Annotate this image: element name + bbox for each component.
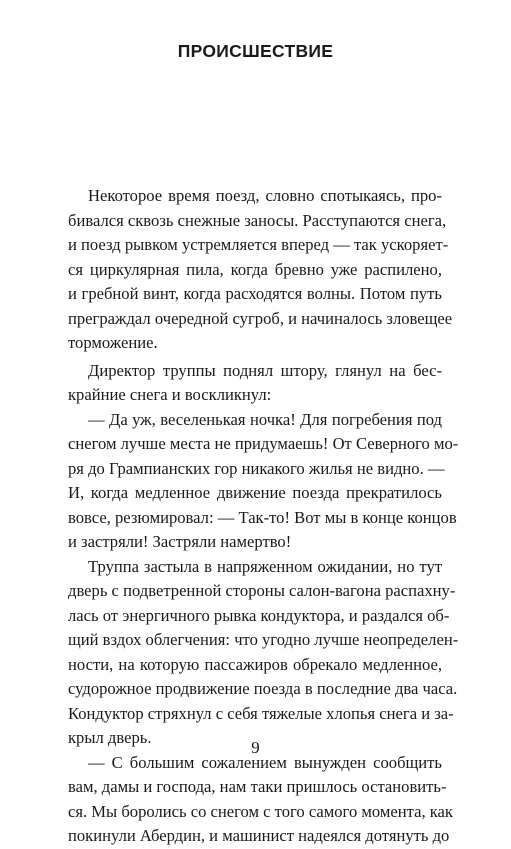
text-line: лась от энергичного рывка кондуктора, и раздался об- — [68, 605, 450, 625]
paragraph — [68, 408, 459, 555]
paragraph — [68, 184, 453, 356]
text-line: торможение. — [68, 333, 158, 352]
text-line: Директор труппы поднял штору, глянул на бес- — [88, 360, 442, 380]
text-line: вовсе, резюмировал: — Так-то! Вот мы в конце концов — [68, 507, 457, 527]
text-line: крайние снега и воскликнул: — [68, 385, 272, 404]
text-line: — С большим сожалением вынужден сообщить — [88, 752, 442, 772]
text-line: и застряли! Застряли намертво! — [68, 532, 292, 551]
text-line: Кондуктор стряхнул с себя тяжелые хлопья снега и за- — [68, 703, 454, 723]
text-line: преграждал очередной сугроб, и начиналось зловещее — [68, 308, 453, 328]
text-line: ности, на которую пассажиров обрекало медленное, — [68, 654, 442, 674]
paragraph — [68, 555, 459, 751]
text-line: вам, дамы и господа, нам таки пришлось остановить- — [68, 777, 447, 796]
text-line: ся. Мы боролись со снегом с того самого момента, как — [68, 801, 453, 821]
chapter-title: ПРОИСШЕСТВИЕ — [177, 41, 334, 61]
text-line: ся циркулярная пила, когда бревно уже распилено, — [68, 259, 442, 279]
text-line: судорожное продвижение поезда в последние два часа. — [68, 679, 458, 698]
text-line: — Да уж, веселенькая ночка! Для погребения под — [88, 409, 442, 429]
text-line: и гребной винт, когда расходятся волны. Потом путь — [68, 284, 442, 303]
paragraph — [68, 359, 442, 408]
text-line: бивался сквозь снежные заносы. Расступаются снега, — [68, 210, 447, 230]
text-line: покинули Абердин, и машинист надеялся дотянуть до — [68, 826, 450, 845]
text-line: и поезд рывком устремляется вперед — так ускоряет- — [68, 235, 449, 254]
text-line: крыл дверь. — [68, 728, 152, 747]
text-line: дверь с подветренной стороны салон-вагона распахну- — [68, 581, 456, 600]
text-line: Некоторое время поезд, словно спотыкаясь, про- — [88, 186, 442, 205]
text-line: щий вздох облегчения: что угодно лучше неопределен- — [68, 630, 459, 649]
text-line: И, когда медленное движение поезда прекратилось — [68, 483, 442, 502]
page-number: 9 — [251, 738, 260, 757]
text-line: Труппа застыла в напряженном ожидании, но тут — [88, 556, 442, 576]
text-line: ря до Грампианских гор никакого жилья не видно. — — [68, 458, 445, 478]
text-line: снегом лучше места не придумаешь! От Северного мо- — [68, 434, 459, 453]
